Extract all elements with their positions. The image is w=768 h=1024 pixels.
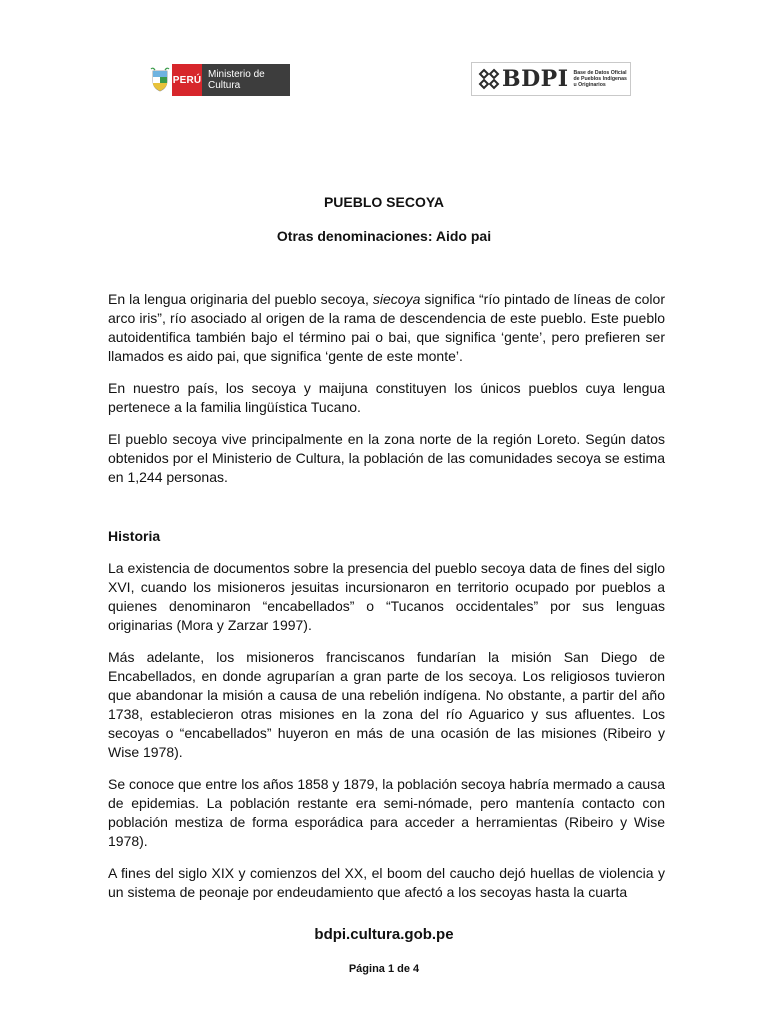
page-subtitle: Otras denominaciones: Aido pai [276,228,492,244]
coat-of-arms-icon [148,64,172,96]
bdpi-logo [471,62,631,96]
historia-paragraph-3: Se conoce que entre los años 1858 y 1879, la población secoya habría mermado a causa de epidemias. La población restante era semi-nómade, pero mantenía contacto con población mestiza de forma esporádica para acceder a herramientas (Ribeiro y Wise 1978). [108,776,665,849]
intro-paragraph-2: En nuestro país, los secoya y maijuna constituyen los únicos pueblos cuya lengua pertenece a la familia lingüística Tucano. [108,380,665,415]
page-number: Página 1 de 4 [348,963,420,975]
historia-paragraph-4: A fines del siglo XIX y comienzos del XX, el boom del caucho dejó huellas de violencia y un sistema de peonaje por endeudamiento que afectó a los secoyas hasta la cuarta [108,865,665,900]
historia-paragraph-2: Más adelante, los misioneros franciscanos fundarían la misión San Diego de Encabellados, en donde agruparían a gran parte de los secoya. Los religiosos tuvieron que abandonar la misión a causa de una rebelión indígena. No obstante, a partir del año 1738, establecieron otras misiones en la zona del río Aguarico y sus afluentes. Los secoyas o “encabellados” huyeron en más de una ocasión de las misiones (Ribeiro y Wise 1978). [108,649,665,760]
bdpi-mark-icon [478,68,500,90]
intro-paragraph-1: En la lengua originaria del pueblo secoya, siecoya significa “río pintado de líneas de color arco iris”, río asociado al origen de la rama de descendencia de este pueblo. Este pueblo autoidentifica también bajo el término pai o bai, que significa ‘gente’, pero prefieren ser llamados es aido pai, que significa ‘gente de este monte’. [108,291,665,364]
page-title: PUEBLO SECOYA [323,194,445,210]
peru-label: PERÚ [172,64,202,96]
bdpi-wordmark: BDPI [502,66,569,92]
footer-url: bdpi.cultura.gob.pe [314,926,454,943]
intro-paragraph-3: El pueblo secoya vive principalmente en la zona norte de la región Loreto. Según datos obtenidos por el Ministerio de Cultura, la población de las comunidades secoya se estima en 1,244 personas. [108,431,665,485]
ministerio-cultura-logo [148,64,290,96]
ministry-label: Ministerio de Cultura [202,64,290,96]
document-body [108,290,665,915]
historia-paragraph-1: La existencia de documentos sobre la presencia del pueblo secoya data de fines del siglo XVI, cuando los misioneros jesuitas incursionaron en territorio ocupado por pueblos a quienes denominaron “encabellados” o “Tucanos occidentales” por sus lenguas originarias (Mora y Zarzar 1997). [108,560,665,633]
section-heading-historia: Historia [108,528,161,544]
bdpi-subtitle: Base de Datos Oficial de Pueblos Indígenas u Originarios [573,70,627,88]
